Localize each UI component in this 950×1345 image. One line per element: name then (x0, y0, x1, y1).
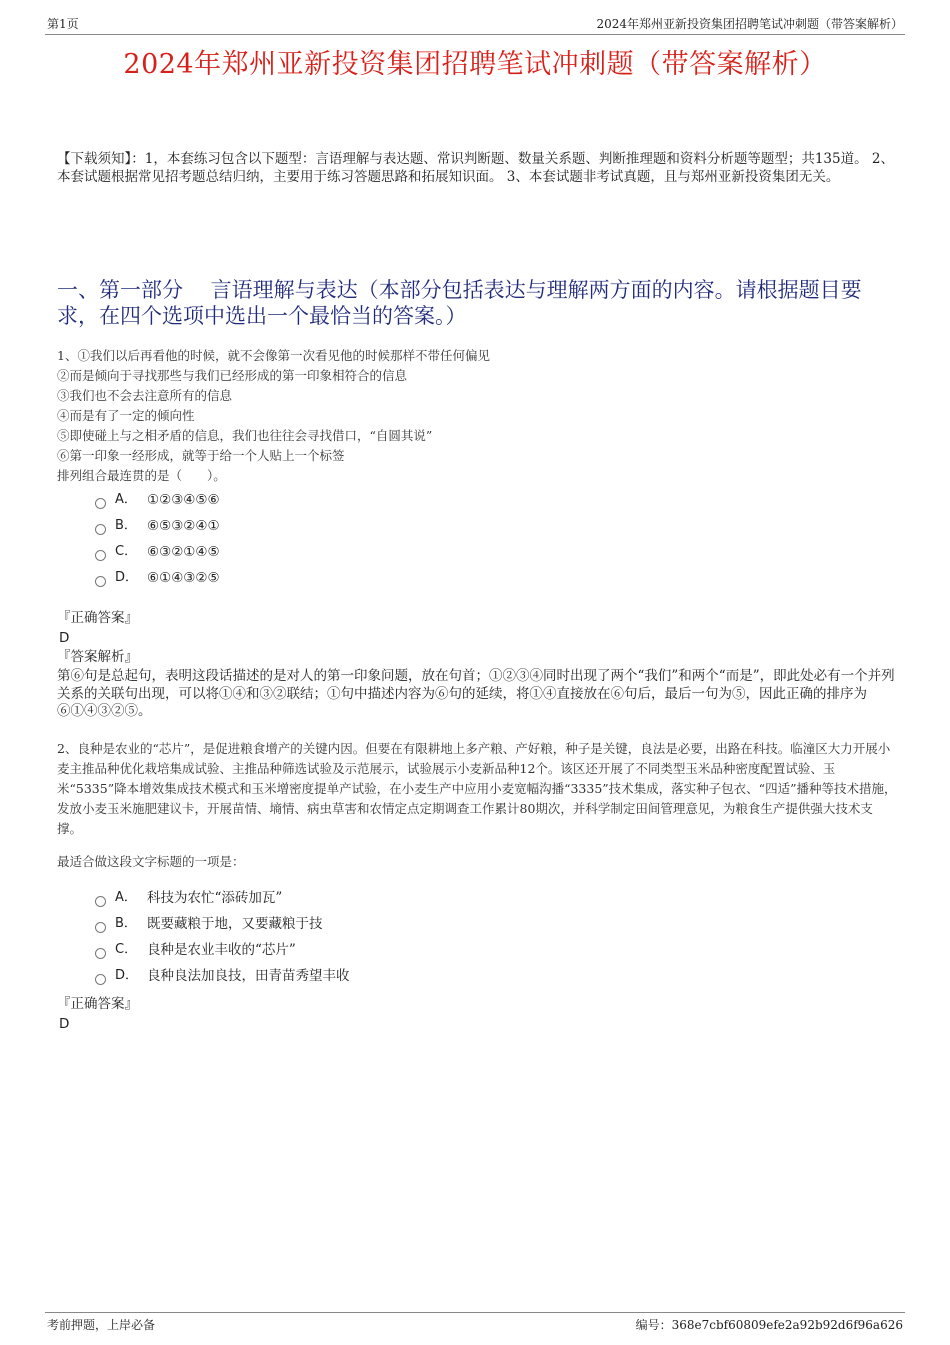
option-text: ⑥③②①④⑤ (147, 544, 220, 560)
page-number: 第1页 (47, 17, 79, 31)
radio-icon[interactable] (95, 524, 106, 535)
answer-value: D (59, 1016, 70, 1032)
footer-slogan: 考前押题，上岸必备 (47, 1318, 156, 1332)
question-line: ②而是倾向于寻找那些与我们已经形成的第一印象相符合的信息 (57, 368, 408, 383)
radio-icon[interactable] (95, 498, 106, 509)
option-text: 科技为农忙“添砖加瓦” (147, 890, 283, 906)
section-heading: 一、第一部分 言语理解与表达（本部分包括表达与理解两方面的内容。请根据题目要求，在四个选项中选出一个最恰当的答案。） (57, 278, 862, 328)
option-text: ①②③④⑤⑥ (147, 492, 220, 508)
radio-icon[interactable] (95, 576, 106, 587)
analysis-label: 『答案解析』 (57, 649, 138, 665)
header-doc-title: 2024年郑州亚新投资集团招聘笔试冲刺题（带答案解析） (596, 17, 903, 31)
radio-icon[interactable] (95, 896, 106, 907)
option-text: 良种是农业丰收的“芯片” (147, 942, 296, 958)
question-line: ⑤即使碰上与之相矛盾的信息，我们也往往会寻找借口，“自圆其说” (57, 428, 433, 443)
option-text: ⑥⑤③②④① (147, 518, 220, 534)
option-b[interactable]: B． ⑥⑤③②④① (95, 513, 220, 539)
question-2-stem: 2、良种是农业的“芯片”，是促进粮食增产的关键内因。但要在有限耕地上多产粮、产好粮，种子是关键，良法是必要，出路在科技。临潼区大力开展小麦主推品种优化栽培集成试验、主推品种筛选试验及示范展示，试验展示小麦新品种12个。该区还开展了不同类型玉米品种密度配置试验、玉米“5335”降本增效集成技术模式和玉米增密度提单产试验，在小麦生产中应用小麦宽幅沟播“3335”技术集成，落实种子包衣、“四适”播种等技术措施，发放小麦玉米施肥建议卡，开展苗情、墒情、病虫草害和农情定点定期调查工作累计80期次，并科学制定田间管理意见，为粮食生产提供强大技术支撑。 (57, 741, 897, 836)
question-line: ④而是有了一定的倾向性 (57, 408, 195, 423)
option-text: 良种良法加良技，田青苗秀望丰收 (147, 968, 350, 984)
option-text: 既要藏粮于地，又要藏粮于技 (147, 916, 323, 932)
question-2-options (95, 885, 350, 989)
option-b[interactable]: B． 既要藏粮于地，又要藏粮于技 (95, 911, 350, 937)
option-a[interactable]: A． 科技为农忙“添砖加瓦” (95, 885, 350, 911)
question-2-answer (57, 996, 897, 1033)
radio-icon[interactable] (95, 974, 106, 985)
radio-icon[interactable] (95, 550, 106, 561)
question-1-analysis: 第⑥句是总起句，表明这段话描述的是对人的第一印象问题，放在句首；①②③④同时出现了两个“我们”和两个“而是”，即此处必有一个并列关系的关联句出现，可以将①④和③②联结；①句中描述内容为⑥句的延续，将①④直接放在⑥句后，最后一句为⑤，因此正确的排序为⑥①④③②⑤。 (57, 668, 895, 719)
question-1-stem (57, 346, 897, 486)
document-title: 2024年郑州亚新投资集团招聘笔试冲刺题（带答案解析） (123, 49, 827, 80)
question-1-answer (57, 610, 897, 666)
question-line: ③我们也不会去注意所有的信息 (57, 388, 233, 403)
download-notice: 【下载须知】：1，本套练习包含以下题型：言语理解与表达题、常识判断题、数量关系题、判断推理题和资料分析题等题型；共135道。 2、本套试题根据常见招考题总结归纳，主要用于练习答题思路和拓展知识面。 3、本套试题非考试真题，且与郑州亚新投资集团无关。 (57, 151, 894, 185)
option-d[interactable]: D． 良种良法加良技，田青苗秀望丰收 (95, 963, 350, 989)
radio-icon[interactable] (95, 948, 106, 959)
footer-serial: 编号：368e7cbf60809efe2a92b92d6f96a626 (635, 1318, 903, 1332)
answer-label: 『正确答案』 (57, 610, 138, 626)
question-1-options (95, 487, 220, 591)
question-line: ⑥第一印象一经形成，就等于给一个人贴上一个标签 (57, 448, 345, 463)
option-c[interactable]: C． 良种是农业丰收的“芯片” (95, 937, 350, 963)
radio-icon[interactable] (95, 922, 106, 933)
question-line: 1、①我们以后再看他的时候，就不会像第一次看见他的时候那样不带任何偏见 (57, 348, 490, 363)
answer-value: D (59, 630, 70, 646)
question-2-prompt: 最适合做这段文字标题的一项是： (57, 854, 245, 869)
option-text: ⑥①④③②⑤ (147, 570, 220, 586)
option-a[interactable]: A． ①②③④⑤⑥ (95, 487, 220, 513)
page-header (45, 14, 905, 35)
answer-label: 『正确答案』 (57, 996, 138, 1012)
question-line: 排列组合最连贯的是（ ）。 (57, 468, 226, 483)
option-d[interactable]: D． ⑥①④③②⑤ (95, 565, 220, 591)
page-footer (45, 1312, 905, 1332)
option-c[interactable]: C． ⑥③②①④⑤ (95, 539, 220, 565)
